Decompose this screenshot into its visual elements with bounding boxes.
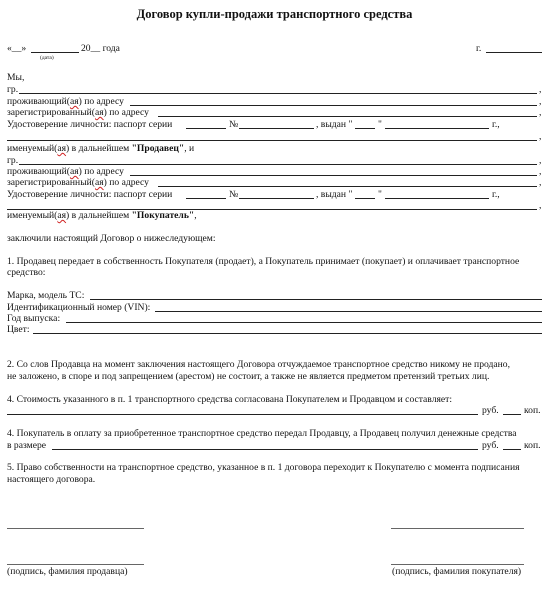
intro-text: заключили настоящий Договор о нижеследующем: <box>7 233 216 244</box>
vehicle-year-label: Год выпуска: <box>7 313 61 324</box>
city-line[interactable] <box>486 52 542 53</box>
seller-living-line[interactable] <box>130 105 537 106</box>
buyer-named-label: именуемый(ая) в дальнейшем "Покупатель", <box>7 210 197 221</box>
buyer-series-line[interactable] <box>186 198 226 199</box>
vehicle-make-label: Марка, модель ТС: <box>7 290 85 301</box>
seller-name-line[interactable] <box>19 93 537 94</box>
buyer-signature-line[interactable] <box>391 528 524 529</box>
seller-issue-day-line[interactable] <box>355 128 375 129</box>
vehicle-color-line[interactable] <box>33 333 542 334</box>
buyer-living-label: проживающий(ая) по адресу <box>7 166 124 177</box>
buyer-signature-caption: (подпись, фамилия покупателя) <box>392 566 522 577</box>
buyer-reg-label: зарегистрированный(ая) по адресу <box>7 177 149 188</box>
seller-living-label: проживающий(ая) по адресу <box>7 96 124 107</box>
clause2-line2: не заложено, в споре и под запрещением (арестом) не состоит, а также не является предметом претензий третьих лиц. <box>7 371 490 382</box>
clause1-line1: 1. Продавец передает в собственность Покупателя (продает), а Покупатель принимает (покупает) и оплачивает транспортное <box>7 256 520 267</box>
seller-passport-line[interactable] <box>239 128 314 129</box>
vehicle-color-label: Цвет: <box>7 324 30 335</box>
buyer-name-sign-line[interactable] <box>391 564 524 565</box>
buyer-living-line[interactable] <box>130 175 537 176</box>
we-label: Мы, <box>7 72 25 83</box>
buyer-name-line[interactable] <box>19 164 537 165</box>
clause4-line1: 4. Покупатель в оплату за приобретенное транспортное средство передал Продавцу, а Продавец получил денежные средства <box>7 428 517 439</box>
seller-series-line[interactable] <box>186 128 226 129</box>
vehicle-vin-line[interactable] <box>155 311 542 312</box>
buyer-issue-month-line[interactable] <box>385 198 489 199</box>
price-kop-line[interactable] <box>503 414 521 415</box>
payment-kop-line[interactable] <box>503 449 521 450</box>
vehicle-year-line[interactable] <box>66 322 542 323</box>
seller-id-label: Удостоверение личности: паспорт серии <box>7 119 173 130</box>
vehicle-make-line[interactable] <box>90 299 542 300</box>
vehicle-vin-label: Идентификационный номер (VIN): <box>7 302 151 313</box>
payment-amount-line[interactable] <box>52 449 478 450</box>
document-title: Договор купли-продажи транспортного средства <box>136 7 413 21</box>
date-caption: (дата) <box>40 55 54 61</box>
buyer-citizen-label: гр. <box>7 155 19 166</box>
seller-issuer-line[interactable] <box>7 140 537 141</box>
seller-citizen-label: гр. <box>7 84 19 95</box>
city-prefix: г. <box>476 43 482 54</box>
seller-reg-label: зарегистрированный(ая) по адресу <box>7 107 149 118</box>
clause5-line1: 5. Право собственности на транспортное средство, указанное в п. 1 договора переходит к Покупателю с момента подписания <box>7 462 520 473</box>
seller-name-sign-line[interactable] <box>7 564 144 565</box>
date-month-line[interactable] <box>31 52 79 53</box>
seller-signature-caption: (подпись, фамилия продавца) <box>7 566 128 577</box>
date-quote: «__» <box>7 43 27 54</box>
seller-named-label: именуемый(ая) в дальнейшем "Продавец", и <box>7 143 195 154</box>
clause2-line1: 2. Со слов Продавца на момент заключения настоящего Договора отчуждаемое транспортное средство никому не продано, <box>7 359 510 370</box>
buyer-reg-line[interactable] <box>158 186 537 187</box>
clause3-line1: 4. Стоимость указанного в п. 1 транспортного средства согласована Покупателем и Продавцом и составляет: <box>7 394 453 405</box>
date-year: 20__ года <box>81 43 120 54</box>
buyer-id-label: Удостоверение личности: паспорт серии <box>7 189 173 200</box>
buyer-issue-day-line[interactable] <box>355 198 375 199</box>
buyer-passport-line[interactable] <box>239 198 314 199</box>
seller-issue-month-line[interactable] <box>385 128 489 129</box>
clause1-line2: средство: <box>7 267 46 278</box>
price-amount-line[interactable] <box>7 414 478 415</box>
clause4-line2: в размере <box>7 440 47 451</box>
seller-reg-line[interactable] <box>158 116 537 117</box>
clause5-line2: настоящего договора. <box>7 474 96 485</box>
seller-signature-line[interactable] <box>7 528 144 529</box>
